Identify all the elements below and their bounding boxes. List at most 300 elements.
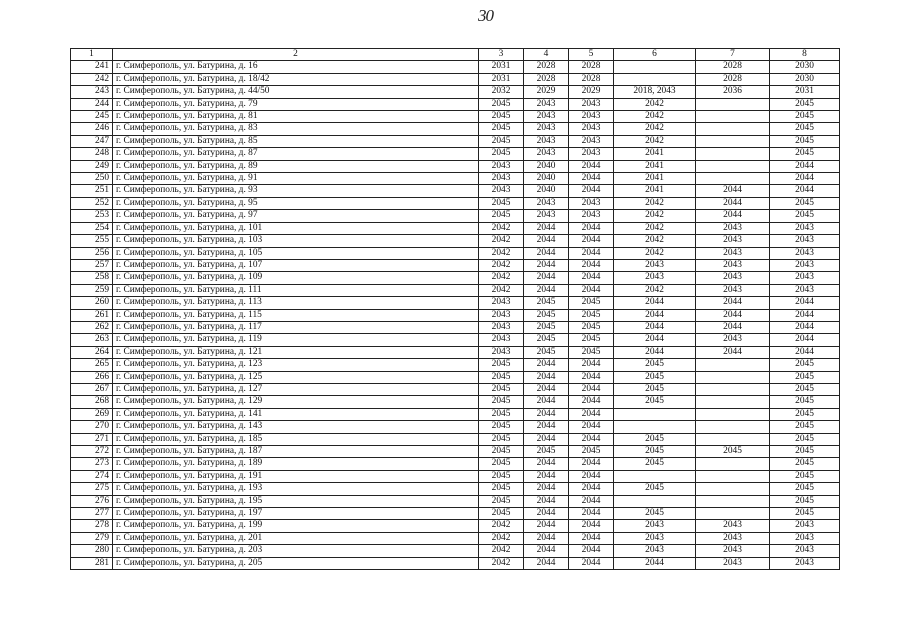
value-cell: 2045 [479, 446, 524, 458]
row-number-cell: 244 [71, 98, 113, 110]
value-cell: 2040 [524, 185, 569, 197]
value-cell: 2044 [524, 483, 569, 495]
value-cell: 2043 [770, 272, 840, 284]
address-cell: г. Симферополь, ул. Батурина, д. 119 [113, 334, 479, 346]
value-cell: 2044 [524, 532, 569, 544]
value-cell: 2044 [524, 421, 569, 433]
value-cell: 2042 [614, 210, 696, 222]
value-cell: 2042 [614, 123, 696, 135]
row-number-cell: 241 [71, 61, 113, 73]
value-cell: 2044 [524, 557, 569, 569]
address-cell: г. Симферополь, ул. Батурина, д. 109 [113, 272, 479, 284]
value-cell: 2045 [770, 98, 840, 110]
row-number-cell: 264 [71, 346, 113, 358]
value-cell: 2044 [569, 284, 614, 296]
value-cell [696, 111, 770, 123]
value-cell: 2045 [479, 148, 524, 160]
value-cell: 2030 [770, 73, 840, 85]
table-row [71, 86, 840, 98]
value-cell: 2045 [569, 346, 614, 358]
value-cell: 2043 [696, 247, 770, 259]
value-cell: 2043 [614, 259, 696, 271]
address-cell: г. Симферополь, ул. Батурина, д. 44/50 [113, 86, 479, 98]
value-cell: 2028 [524, 73, 569, 85]
value-cell: 2044 [696, 346, 770, 358]
value-cell: 2045 [479, 359, 524, 371]
value-cell: 2045 [479, 408, 524, 420]
table-row [71, 284, 840, 296]
value-cell: 2045 [770, 383, 840, 395]
value-cell: 2043 [770, 259, 840, 271]
value-cell: 2044 [524, 520, 569, 532]
value-cell: 2045 [614, 433, 696, 445]
value-cell: 2045 [770, 495, 840, 507]
value-cell: 2045 [479, 433, 524, 445]
value-cell: 2043 [770, 284, 840, 296]
value-cell: 2043 [770, 532, 840, 544]
value-cell: 2045 [770, 396, 840, 408]
value-cell [696, 470, 770, 482]
value-cell: 2043 [569, 197, 614, 209]
value-cell: 2043 [479, 185, 524, 197]
value-cell: 2042 [479, 545, 524, 557]
value-cell: 2045 [614, 446, 696, 458]
row-number-cell: 245 [71, 111, 113, 123]
value-cell [614, 421, 696, 433]
value-cell: 2045 [479, 495, 524, 507]
value-cell: 2028 [696, 73, 770, 85]
address-cell: г. Симферополь, ул. Батурина, д. 93 [113, 185, 479, 197]
value-cell [614, 495, 696, 507]
column-header: 1 [71, 49, 113, 61]
row-number-cell: 270 [71, 421, 113, 433]
value-cell: 2040 [524, 160, 569, 172]
row-number-cell: 277 [71, 508, 113, 520]
table-row [71, 160, 840, 172]
value-cell: 2042 [614, 111, 696, 123]
address-cell: г. Симферополь, ул. Батурина, д. 81 [113, 111, 479, 123]
address-cell: г. Симферополь, ул. Батурина, д. 117 [113, 321, 479, 333]
value-cell: 2042 [614, 284, 696, 296]
value-cell: 2043 [770, 557, 840, 569]
value-cell: 2043 [479, 346, 524, 358]
value-cell: 2044 [524, 508, 569, 520]
value-cell: 2043 [696, 545, 770, 557]
value-cell: 2043 [696, 557, 770, 569]
value-cell: 2042 [479, 272, 524, 284]
address-cell: г. Симферополь, ул. Батурина, д. 97 [113, 210, 479, 222]
value-cell [696, 160, 770, 172]
row-number-cell: 242 [71, 73, 113, 85]
page-number: 30 [478, 6, 493, 25]
address-cell: г. Симферополь, ул. Батурина, д. 199 [113, 520, 479, 532]
value-cell: 2044 [524, 396, 569, 408]
value-cell: 2044 [770, 309, 840, 321]
value-cell: 2043 [524, 135, 569, 147]
table-row [71, 408, 840, 420]
address-cell: г. Симферополь, ул. Батурина, д. 195 [113, 495, 479, 507]
value-cell: 2044 [524, 284, 569, 296]
value-cell: 2045 [569, 297, 614, 309]
table-row [71, 73, 840, 85]
row-number-cell: 246 [71, 123, 113, 135]
address-cell: г. Симферополь, ул. Батурина, д. 141 [113, 408, 479, 420]
value-cell: 2043 [569, 148, 614, 160]
value-cell: 2043 [696, 222, 770, 234]
column-header: 4 [524, 49, 569, 61]
value-cell [696, 359, 770, 371]
value-cell: 2043 [696, 272, 770, 284]
table-row [71, 148, 840, 160]
row-number-cell: 258 [71, 272, 113, 284]
value-cell: 2043 [696, 532, 770, 544]
table-row [71, 185, 840, 197]
address-cell: г. Симферополь, ул. Батурина, д. 127 [113, 383, 479, 395]
value-cell: 2043 [524, 197, 569, 209]
table-row [71, 222, 840, 234]
value-cell: 2045 [569, 334, 614, 346]
value-cell: 2044 [614, 346, 696, 358]
row-number-cell: 271 [71, 433, 113, 445]
value-cell: 2043 [614, 520, 696, 532]
value-cell: 2042 [479, 259, 524, 271]
value-cell: 2044 [614, 321, 696, 333]
column-header: 2 [113, 49, 479, 61]
value-cell: 2043 [770, 247, 840, 259]
value-cell: 2043 [479, 321, 524, 333]
value-cell: 2044 [524, 495, 569, 507]
value-cell: 2043 [569, 135, 614, 147]
value-cell: 2042 [479, 247, 524, 259]
value-cell: 2043 [524, 123, 569, 135]
row-number-cell: 257 [71, 259, 113, 271]
row-number-cell: 269 [71, 408, 113, 420]
value-cell: 2041 [614, 160, 696, 172]
address-cell: г. Симферополь, ул. Батурина, д. 103 [113, 235, 479, 247]
table-row [71, 123, 840, 135]
row-number-cell: 251 [71, 185, 113, 197]
value-cell: 2044 [696, 309, 770, 321]
table-row [71, 433, 840, 445]
value-cell: 2045 [770, 111, 840, 123]
value-cell: 2044 [524, 259, 569, 271]
row-number-cell: 254 [71, 222, 113, 234]
value-cell: 2043 [479, 309, 524, 321]
value-cell: 2044 [770, 321, 840, 333]
address-cell: г. Симферополь, ул. Батурина, д. 123 [113, 359, 479, 371]
address-cell: г. Симферополь, ул. Батурина, д. 79 [113, 98, 479, 110]
value-cell: 2043 [479, 297, 524, 309]
value-cell: 2045 [479, 371, 524, 383]
address-cell: г. Симферополь, ул. Батурина, д. 193 [113, 483, 479, 495]
value-cell: 2045 [770, 123, 840, 135]
value-cell: 2045 [614, 508, 696, 520]
value-cell: 2042 [479, 532, 524, 544]
value-cell: 2045 [614, 458, 696, 470]
value-cell: 2044 [614, 309, 696, 321]
value-cell [696, 421, 770, 433]
value-cell: 2044 [524, 408, 569, 420]
value-cell: 2045 [479, 123, 524, 135]
value-cell: 2042 [479, 520, 524, 532]
table-row [71, 545, 840, 557]
value-cell [696, 483, 770, 495]
value-cell: 2043 [524, 210, 569, 222]
value-cell: 2044 [524, 222, 569, 234]
value-cell: 2043 [524, 111, 569, 123]
value-cell: 2018, 2043 [614, 86, 696, 98]
value-cell: 2045 [770, 446, 840, 458]
value-cell: 2036 [696, 86, 770, 98]
value-cell [614, 61, 696, 73]
address-cell: г. Симферополь, ул. Батурина, д. 83 [113, 123, 479, 135]
value-cell: 2043 [569, 210, 614, 222]
value-cell: 2042 [479, 284, 524, 296]
value-cell: 2044 [569, 396, 614, 408]
value-cell: 2043 [524, 98, 569, 110]
table-row [71, 446, 840, 458]
table-row [71, 334, 840, 346]
address-cell: г. Симферополь, ул. Батурина, д. 185 [113, 433, 479, 445]
row-number-cell: 275 [71, 483, 113, 495]
value-cell: 2045 [770, 508, 840, 520]
address-cell: г. Симферополь, ул. Батурина, д. 129 [113, 396, 479, 408]
value-cell: 2045 [770, 135, 840, 147]
row-number-cell: 248 [71, 148, 113, 160]
table-row [71, 235, 840, 247]
column-header: 8 [770, 49, 840, 61]
value-cell: 2044 [569, 520, 614, 532]
address-cell: г. Симферополь, ул. Батурина, д. 189 [113, 458, 479, 470]
value-cell: 2044 [569, 222, 614, 234]
value-cell: 2045 [770, 371, 840, 383]
value-cell: 2045 [479, 383, 524, 395]
address-cell: г. Симферополь, ул. Батурина, д. 191 [113, 470, 479, 482]
value-cell: 2028 [524, 61, 569, 73]
row-number-cell: 262 [71, 321, 113, 333]
value-cell [696, 433, 770, 445]
value-cell: 2044 [696, 210, 770, 222]
value-cell: 2044 [770, 185, 840, 197]
value-cell: 2045 [524, 346, 569, 358]
row-number-cell: 259 [71, 284, 113, 296]
table-row [71, 470, 840, 482]
value-cell: 2045 [614, 359, 696, 371]
value-cell: 2043 [614, 532, 696, 544]
row-number-cell: 280 [71, 545, 113, 557]
value-cell: 2028 [569, 73, 614, 85]
value-cell: 2044 [524, 272, 569, 284]
value-cell: 2045 [770, 359, 840, 371]
table-row [71, 483, 840, 495]
value-cell: 2031 [770, 86, 840, 98]
value-cell: 2045 [524, 297, 569, 309]
value-cell: 2045 [696, 446, 770, 458]
header-row [71, 49, 840, 61]
value-cell: 2044 [524, 433, 569, 445]
value-cell: 2043 [696, 235, 770, 247]
value-cell: 2044 [569, 433, 614, 445]
address-cell: г. Симферополь, ул. Батурина, д. 89 [113, 160, 479, 172]
table-row [71, 98, 840, 110]
table-row [71, 197, 840, 209]
row-number-cell: 249 [71, 160, 113, 172]
row-number-cell: 266 [71, 371, 113, 383]
address-cell: г. Симферополь, ул. Батурина, д. 125 [113, 371, 479, 383]
table-row [71, 421, 840, 433]
value-cell [696, 383, 770, 395]
table-row [71, 297, 840, 309]
column-header: 6 [614, 49, 696, 61]
value-cell: 2041 [614, 185, 696, 197]
value-cell [614, 73, 696, 85]
value-cell: 2044 [569, 185, 614, 197]
value-cell: 2045 [770, 483, 840, 495]
value-cell: 2043 [569, 98, 614, 110]
address-cell: г. Симферополь, ул. Батурина, д. 105 [113, 247, 479, 259]
value-cell: 2044 [770, 346, 840, 358]
row-number-cell: 273 [71, 458, 113, 470]
table-row [71, 61, 840, 73]
table-row [71, 359, 840, 371]
value-cell: 2041 [614, 148, 696, 160]
value-cell [696, 408, 770, 420]
value-cell: 2043 [770, 545, 840, 557]
address-cell: г. Симферополь, ул. Батурина, д. 95 [113, 197, 479, 209]
table-row [71, 520, 840, 532]
value-cell: 2042 [614, 135, 696, 147]
value-cell: 2041 [614, 173, 696, 185]
value-cell: 2042 [614, 222, 696, 234]
row-number-cell: 250 [71, 173, 113, 185]
value-cell: 2030 [770, 61, 840, 73]
value-cell: 2042 [614, 197, 696, 209]
row-number-cell: 255 [71, 235, 113, 247]
value-cell: 2028 [569, 61, 614, 73]
table-row [71, 321, 840, 333]
table-row [71, 346, 840, 358]
table-row [71, 383, 840, 395]
row-number-cell: 281 [71, 557, 113, 569]
address-cell: г. Симферополь, ул. Батурина, д. 91 [113, 173, 479, 185]
value-cell: 2043 [569, 123, 614, 135]
value-cell: 2045 [479, 135, 524, 147]
value-cell: 2043 [770, 520, 840, 532]
value-cell: 2044 [524, 371, 569, 383]
value-cell: 2044 [770, 173, 840, 185]
value-cell: 2043 [696, 520, 770, 532]
column-header: 3 [479, 49, 524, 61]
value-cell: 2044 [770, 160, 840, 172]
table-row [71, 210, 840, 222]
value-cell: 2044 [569, 470, 614, 482]
value-cell: 2045 [479, 470, 524, 482]
table-body [71, 61, 840, 570]
value-cell [696, 148, 770, 160]
value-cell: 2044 [569, 173, 614, 185]
column-header: 7 [696, 49, 770, 61]
row-number-cell: 267 [71, 383, 113, 395]
value-cell: 2045 [614, 483, 696, 495]
value-cell: 2042 [479, 235, 524, 247]
value-cell: 2044 [524, 247, 569, 259]
value-cell: 2045 [770, 197, 840, 209]
address-cell: г. Симферополь, ул. Батурина, д. 111 [113, 284, 479, 296]
row-number-cell: 252 [71, 197, 113, 209]
table-row [71, 396, 840, 408]
value-cell: 2045 [479, 421, 524, 433]
value-cell: 2044 [524, 470, 569, 482]
value-cell: 2044 [569, 421, 614, 433]
row-number-cell: 279 [71, 532, 113, 544]
value-cell: 2045 [479, 210, 524, 222]
address-cell: г. Симферополь, ул. Батурина, д. 121 [113, 346, 479, 358]
value-cell: 2043 [696, 334, 770, 346]
value-cell: 2045 [770, 408, 840, 420]
address-cell: г. Симферополь, ул. Батурина, д. 18/42 [113, 73, 479, 85]
row-number-cell: 276 [71, 495, 113, 507]
value-cell: 2045 [770, 148, 840, 160]
value-cell [696, 371, 770, 383]
value-cell: 2045 [569, 321, 614, 333]
value-cell: 2044 [696, 185, 770, 197]
row-number-cell: 256 [71, 247, 113, 259]
value-cell: 2044 [696, 297, 770, 309]
value-cell: 2045 [524, 446, 569, 458]
table-row [71, 272, 840, 284]
row-number-cell: 272 [71, 446, 113, 458]
row-number-cell: 274 [71, 470, 113, 482]
value-cell: 2040 [524, 173, 569, 185]
value-cell: 2043 [614, 272, 696, 284]
value-cell: 2031 [479, 73, 524, 85]
value-cell: 2045 [770, 458, 840, 470]
value-cell: 2044 [569, 259, 614, 271]
value-cell: 2044 [569, 235, 614, 247]
value-cell: 2044 [569, 160, 614, 172]
value-cell: 2045 [524, 321, 569, 333]
address-cell: г. Симферополь, ул. Батурина, д. 197 [113, 508, 479, 520]
value-cell: 2045 [524, 334, 569, 346]
value-cell: 2029 [569, 86, 614, 98]
value-cell: 2045 [770, 210, 840, 222]
address-cell: г. Симферополь, ул. Батурина, д. 187 [113, 446, 479, 458]
address-cell: г. Симферополь, ул. Батурина, д. 87 [113, 148, 479, 160]
value-cell: 2044 [569, 508, 614, 520]
value-cell: 2045 [770, 470, 840, 482]
value-cell: 2044 [569, 371, 614, 383]
value-cell: 2044 [524, 458, 569, 470]
table-row [71, 557, 840, 569]
value-cell: 2045 [770, 433, 840, 445]
value-cell: 2045 [479, 111, 524, 123]
value-cell [696, 458, 770, 470]
value-cell: 2044 [569, 247, 614, 259]
value-cell: 2044 [569, 495, 614, 507]
table-row [71, 111, 840, 123]
value-cell [696, 135, 770, 147]
value-cell: 2044 [569, 458, 614, 470]
address-cell: г. Симферополь, ул. Батурина, д. 101 [113, 222, 479, 234]
value-cell: 2043 [770, 235, 840, 247]
value-cell: 2044 [524, 235, 569, 247]
value-cell: 2044 [569, 532, 614, 544]
value-cell: 2044 [524, 545, 569, 557]
value-cell: 2044 [569, 359, 614, 371]
value-cell: 2042 [479, 222, 524, 234]
value-cell: 2043 [524, 148, 569, 160]
value-cell: 2045 [479, 98, 524, 110]
